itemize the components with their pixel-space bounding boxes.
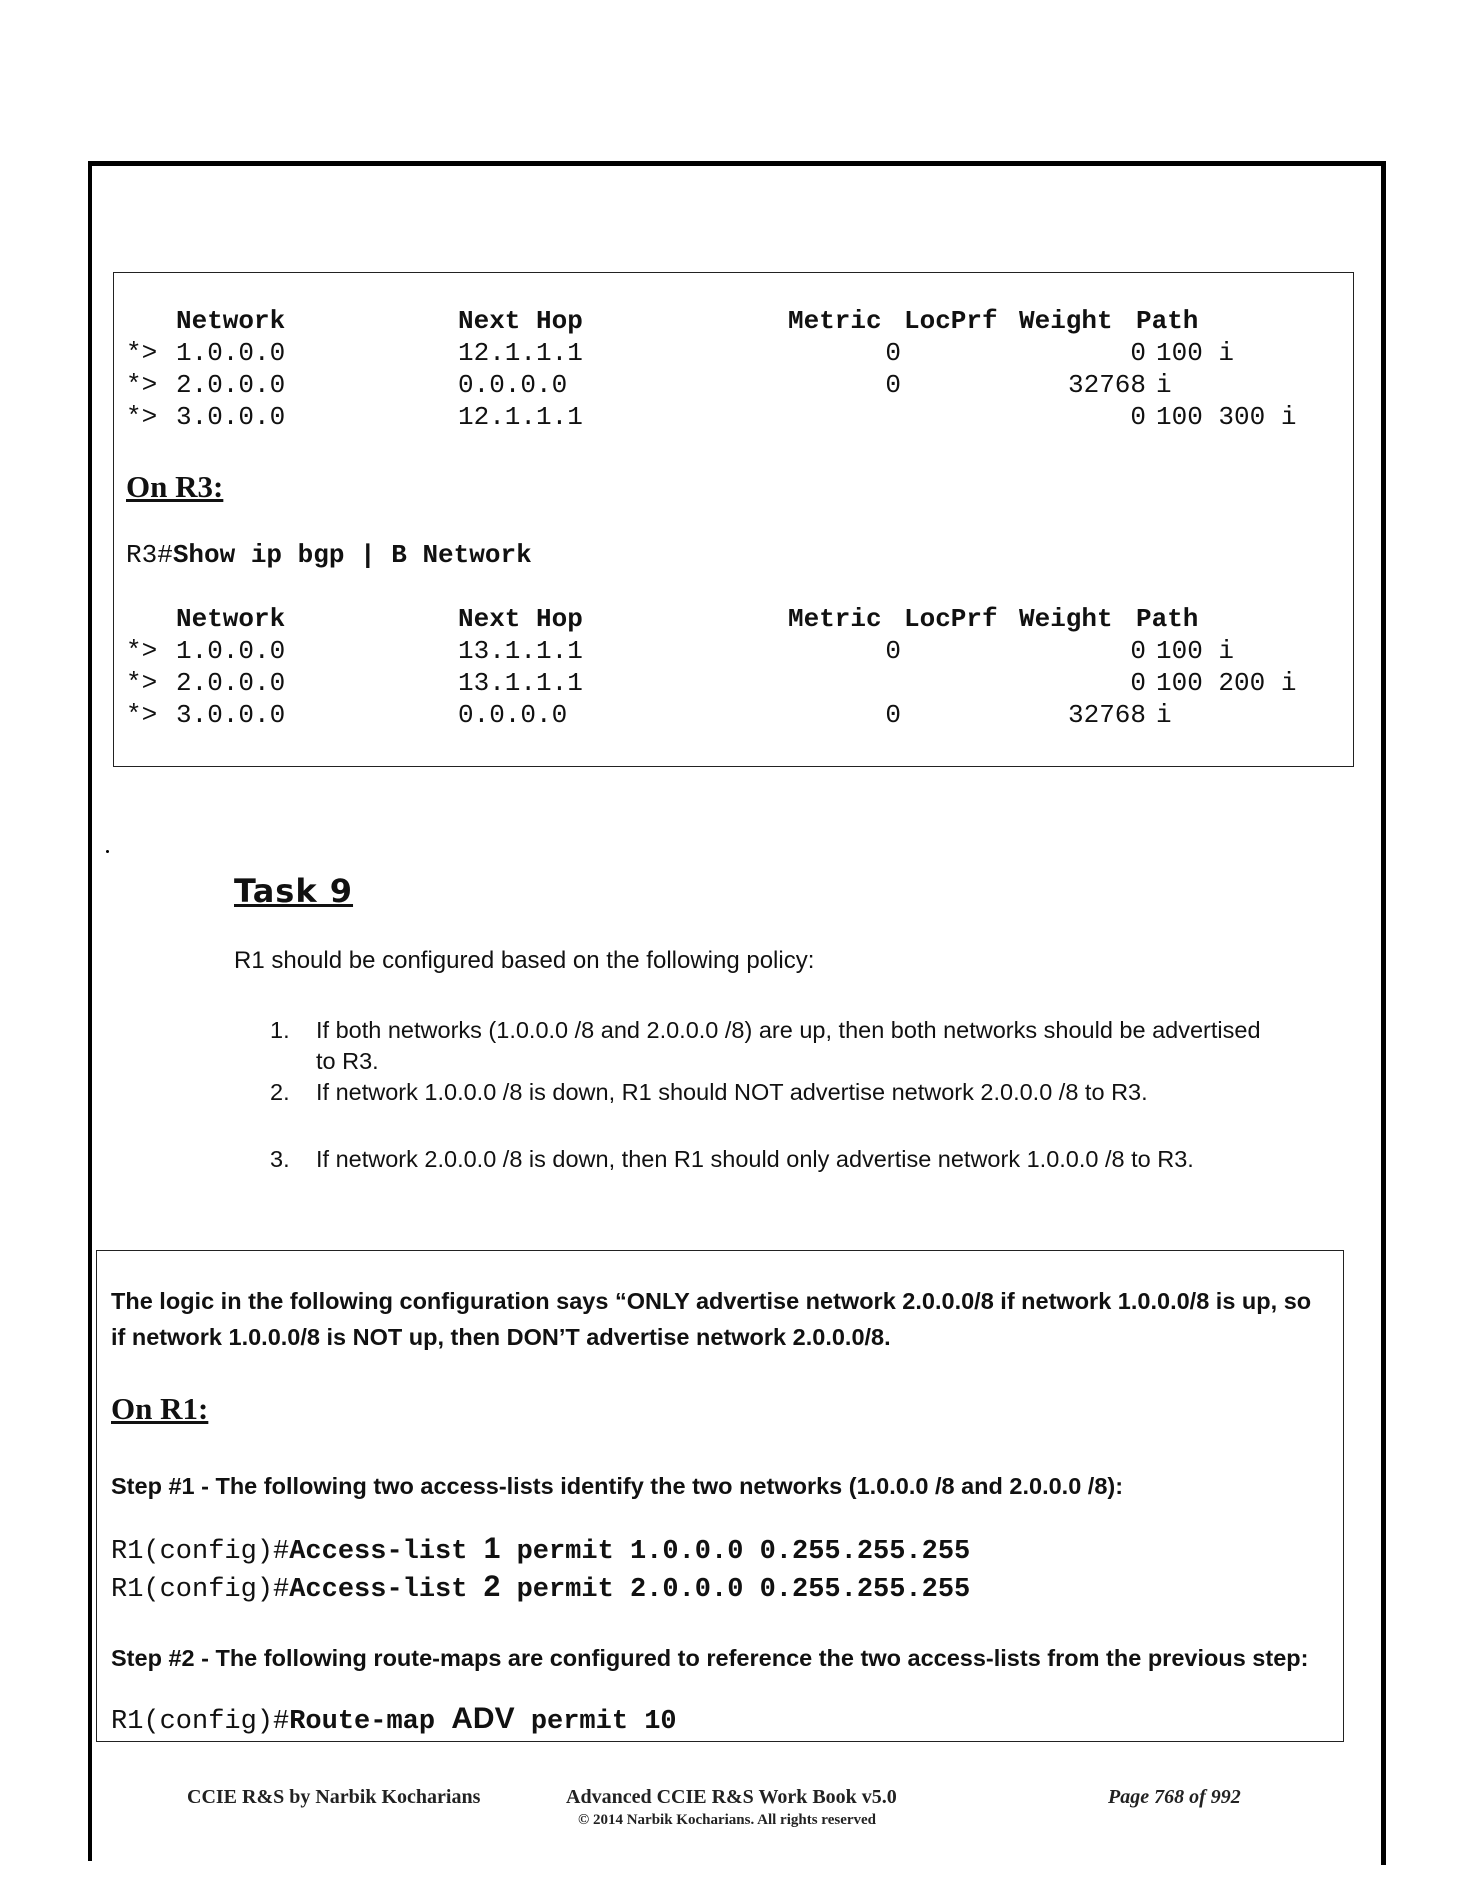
policy-text: If network 1.0.0.0 /8 is down, R1 should NOT advertise network 2.0.0.0 /8 to R3. — [316, 1079, 1148, 1105]
cli-args-text: permit 10 — [530, 1707, 677, 1737]
route-status: *> — [126, 370, 158, 400]
column-header-metric: Metric — [788, 306, 882, 336]
cli-keyword: Route-map — [289, 1707, 436, 1737]
policy-number: 3. — [270, 1146, 290, 1172]
column-header-next-hop: Next Hop — [458, 604, 583, 634]
route-next-hop: 12.1.1.1 — [458, 402, 583, 432]
route-weight: 0 — [1130, 668, 1146, 698]
route-network: 3.0.0.0 — [176, 700, 286, 730]
cli-command-line — [111, 1571, 970, 1606]
route-network: 2.0.0.0 — [176, 370, 286, 400]
route-metric: 0 — [885, 370, 901, 400]
column-header-network: Network — [176, 604, 286, 634]
route-weight: 0 — [1130, 636, 1146, 666]
route-weight: 0 — [1130, 402, 1146, 432]
step1-text: Step #1 - The following two access-lists identify the two networks (1.0.0.0 /8 and 2.0.0.0 /8): — [111, 1473, 1124, 1499]
cli-prompt: R1(config)# — [111, 1707, 290, 1737]
column-header-network: Network — [176, 306, 286, 336]
acl-number: 1 — [483, 1532, 501, 1565]
route-path: 100 300 i — [1156, 402, 1297, 432]
route-map-name: ADV — [451, 1702, 515, 1735]
route-path: i — [1156, 370, 1172, 400]
route-weight: 32768 — [1067, 700, 1146, 730]
cli-output-box — [113, 272, 1354, 767]
route-metric: 0 — [885, 700, 901, 730]
page-frame-left-border — [88, 161, 92, 1861]
route-next-hop: 0.0.0.0 — [458, 700, 568, 730]
route-path: 100 i — [1156, 636, 1235, 666]
route-next-hop: 12.1.1.1 — [458, 338, 583, 368]
column-header-path: Path — [1136, 306, 1199, 336]
cli-prompt: R1(config)# — [111, 1537, 290, 1567]
page-frame-right-border — [1381, 161, 1386, 1865]
acl-number: 2 — [483, 1570, 501, 1603]
cli-command-line — [111, 1703, 677, 1738]
cli-args-text: permit 1.0.0.0 0.255.255.255 — [516, 1537, 971, 1567]
route-next-hop: 0.0.0.0 — [458, 370, 568, 400]
policy-item — [270, 1077, 1270, 1108]
column-header-weight: Weight — [1019, 604, 1113, 634]
route-next-hop: 13.1.1.1 — [458, 636, 583, 666]
footer-page-number: Page 768 of 992 — [1108, 1786, 1241, 1808]
cli-keyword: Access-list — [289, 1575, 468, 1605]
route-next-hop: 13.1.1.1 — [458, 668, 583, 698]
page-frame-top-border — [88, 161, 1386, 166]
cli-command-line — [111, 1533, 970, 1568]
column-header-next-hop: Next Hop — [458, 306, 583, 336]
route-metric: 0 — [885, 636, 901, 666]
cli-prompt: R3# — [126, 540, 173, 570]
column-header-weight: Weight — [1019, 306, 1113, 336]
policy-item — [270, 1144, 1226, 1175]
column-header-path: Path — [1136, 604, 1199, 634]
route-path: 100 i — [1156, 338, 1235, 368]
footer-copyright: © 2014 Narbik Kocharians. All rights reserved — [578, 1812, 877, 1828]
cli-args — [517, 1575, 971, 1605]
cli-command: Show ip bgp | B Network — [172, 540, 532, 570]
policy-list — [270, 1015, 1270, 1175]
cli-keyword: Access-list — [289, 1537, 468, 1567]
column-header-metric: Metric — [788, 604, 882, 634]
route-network: 1.0.0.0 — [176, 636, 286, 666]
policy-item — [270, 1015, 1270, 1077]
route-network: 3.0.0.0 — [176, 402, 286, 432]
cli-args — [517, 1537, 971, 1567]
r3-section-heading: On R3: — [126, 469, 224, 504]
route-status: *> — [126, 402, 158, 432]
route-metric: 0 — [885, 338, 901, 368]
policy-text: If both networks (1.0.0.0 /8 and 2.0.0.0 /8) are up, then both networks should be advertised to R3. — [316, 1017, 1261, 1074]
footer-book-title: Advanced CCIE R&S Work Book v5.0 — [566, 1786, 897, 1808]
step2-text: Step #2 - The following route-maps are configured to reference the two access-lists from the previous step: — [111, 1645, 1309, 1671]
policy-number: 1. — [270, 1017, 290, 1043]
route-status: *> — [126, 668, 158, 698]
column-header-locprf: LocPrf — [904, 604, 998, 634]
route-path: i — [1156, 700, 1172, 730]
r1-section-heading: On R1: — [111, 1391, 209, 1426]
cli-prompt: R1(config)# — [111, 1575, 290, 1605]
route-weight: 0 — [1130, 338, 1146, 368]
policy-number: 2. — [270, 1079, 290, 1105]
route-weight: 32768 — [1067, 370, 1146, 400]
route-status: *> — [126, 700, 158, 730]
scan-artifact-dot — [106, 850, 109, 853]
route-status: *> — [126, 338, 158, 368]
route-path: 100 200 i — [1156, 668, 1297, 698]
policy-text: If network 2.0.0.0 /8 is down, then R1 should only advertise network 1.0.0.0 /8 to R3. — [316, 1146, 1194, 1172]
task-title: Task 9 — [234, 872, 354, 910]
task-intro: R1 should be configured based on the following policy: — [234, 947, 815, 974]
route-status: *> — [126, 636, 158, 666]
route-network: 2.0.0.0 — [176, 668, 286, 698]
column-header-locprf: LocPrf — [904, 306, 998, 336]
r3-command-line — [126, 539, 532, 571]
cli-args-text: permit 2.0.0.0 0.255.255.255 — [516, 1575, 971, 1605]
solution-box — [96, 1250, 1344, 1742]
footer-author: CCIE R&S by Narbik Kocharians — [187, 1786, 481, 1808]
logic-explanation: The logic in the following configuration says “ONLY advertise network 2.0.0.0/8 if network 1.0.0.0/8 is up, so if network 1.0.0.0/8 is NOT up, then DON’T advertise network 2.0.0.0/8. — [111, 1288, 1312, 1350]
route-network: 1.0.0.0 — [176, 338, 286, 368]
